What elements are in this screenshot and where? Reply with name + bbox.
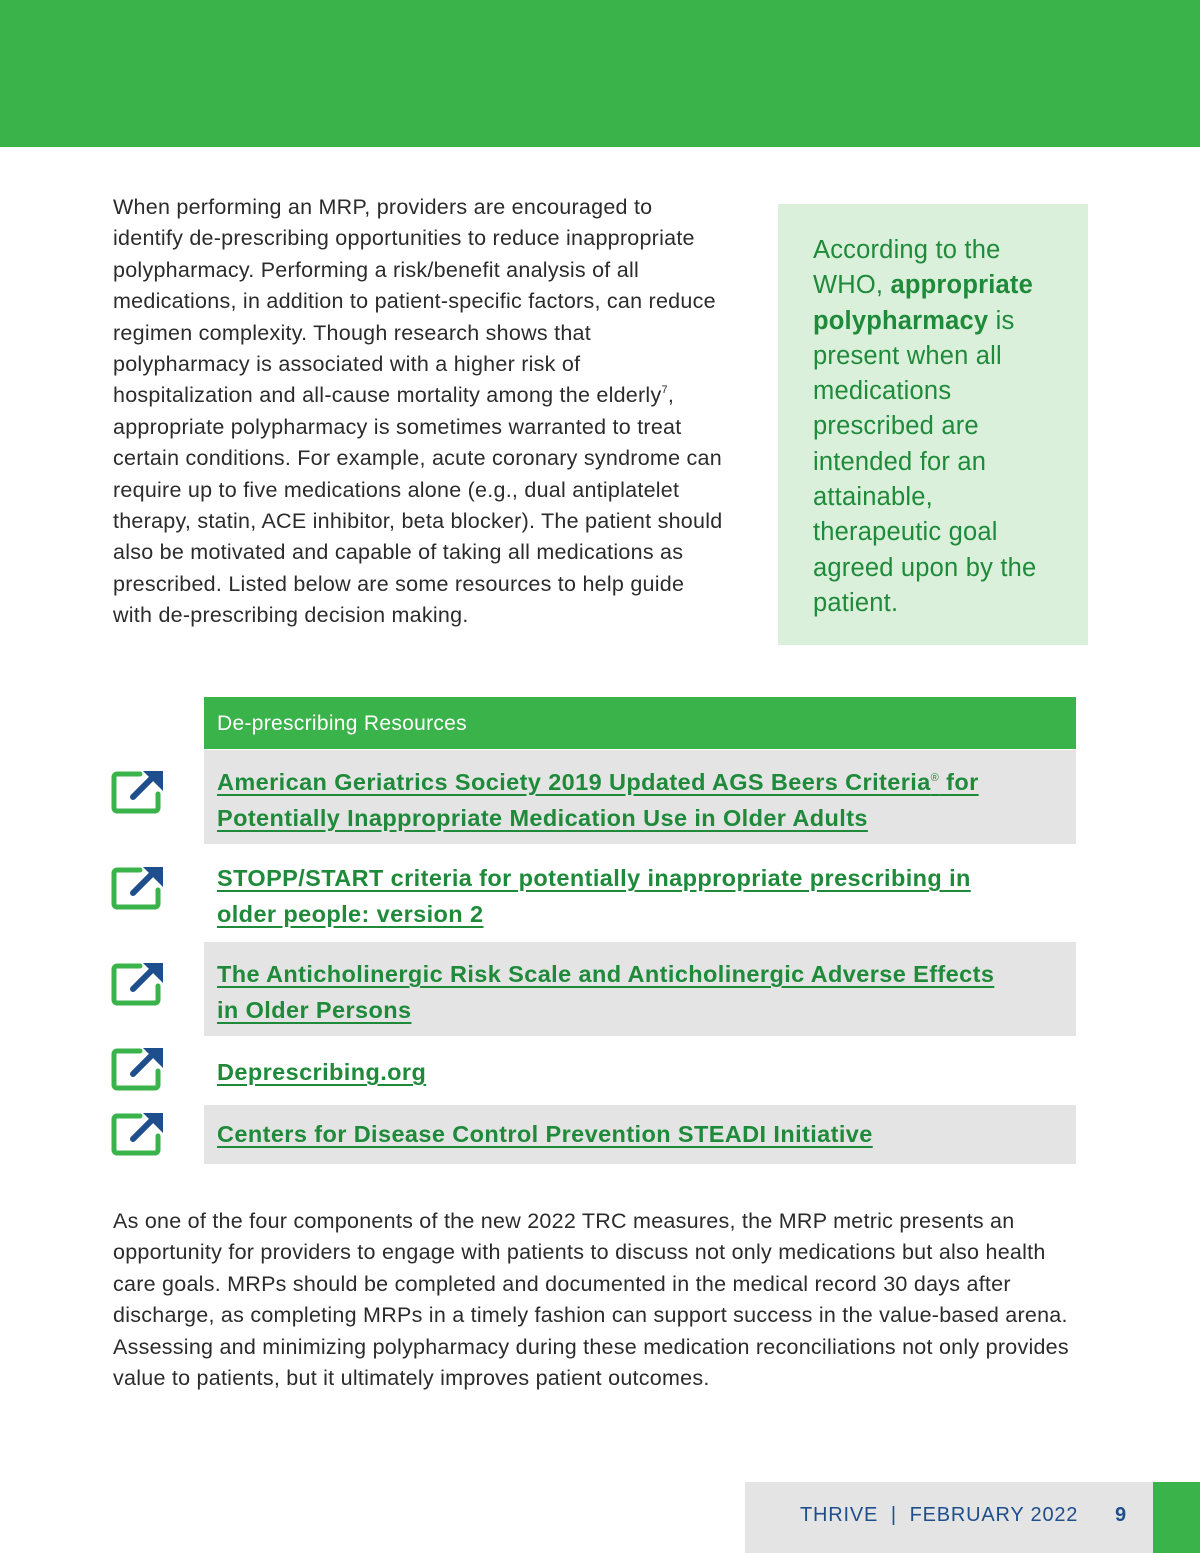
external-link-icon[interactable] xyxy=(110,1110,166,1158)
footer-publication: THRIVE xyxy=(800,1504,879,1526)
footer-separator: | xyxy=(890,1504,897,1526)
pull-quote-callout xyxy=(778,204,1088,645)
resource-row-deprescribing xyxy=(204,1040,1076,1102)
pull-quote-emphasis: appropriate polypharmacy xyxy=(813,271,1033,335)
resource-link-beers[interactable]: American Geriatrics Society 2019 Updated AGS Beers Criteria® for Potentially Inappropriate Medication Use in Older Adults xyxy=(217,769,979,831)
pull-quote-text xyxy=(813,233,1068,621)
closing-paragraph: As one of the four components of the new 2022 TRC measures, the MRP metric presents an opportunity for providers to engage with patients to discuss not only medications but also health care goals. MRPs should be completed and documented in the medical record 30 days after discharge, as completing MRPs in a timely fashion can support success in the value-based arena. Assessing and minimizing polypharmacy during these medication reconciliations not only provides value to patients, but it ultimately improves patient outcomes. xyxy=(113,1209,1069,1391)
intro-text-before-note: When performing an MRP, providers are encouraged to identify de-prescribing opportunities to reduce inappropriate polypharmacy. Performing a risk/benefit analysis of all medications, in addition to patient-specific factors, can reduce regimen complexity. Though research shows that polypharmacy is associated with a higher risk of hospitalization and all-cause mortality among the elderly xyxy=(113,195,716,408)
header-band xyxy=(0,0,1200,147)
resource-row-steadi xyxy=(204,1105,1076,1164)
page-number: 9 xyxy=(1115,1504,1127,1526)
external-link-icon[interactable] xyxy=(110,864,166,912)
footer-publication-line xyxy=(800,1504,1078,1527)
pull-quote-rest: is present when all medications prescribed are intended for an attainable, therapeutic goal agreed upon by the patient. xyxy=(813,306,1037,617)
resource-row-anticholinergic xyxy=(204,942,1076,1036)
resource-link-deprescribing[interactable]: Deprescribing.org xyxy=(217,1059,427,1085)
registered-mark: ® xyxy=(930,772,940,785)
resource-link-anticholinergic[interactable]: The Anticholinergic Risk Scale and Anticholinergic Adverse Effects in Older Persons xyxy=(217,961,995,1023)
resource-row-beers xyxy=(204,750,1076,844)
resources-header: De-prescribing Resources xyxy=(204,697,1076,749)
external-link-icon[interactable] xyxy=(110,960,166,1008)
pull-quote-lead: According to the WHO, xyxy=(813,236,1001,300)
footnote-ref[interactable]: 7 xyxy=(661,384,668,397)
resource-link-stopp-start[interactable]: STOPP/START criteria for potentially inappropriate prescribing in older people: version 2 xyxy=(217,865,971,927)
intro-text-after-note: , appropriate polypharmacy is sometimes warranted to treat certain conditions. For example, acute coronary syndrome can require up to five medications alone (e.g., dual antiplatelet therapy, statin, ACE inhibitor, beta blocker). The patient should also be motivated and capable of taking all medications as prescribed. Listed below are some resources to help guide with de-prescribing decision making. xyxy=(113,383,723,628)
external-link-icon[interactable] xyxy=(110,1045,166,1093)
footer-accent-block xyxy=(1153,1482,1200,1553)
resource-row-stopp-start xyxy=(204,846,1076,940)
footer-issue: FEBRUARY 2022 xyxy=(909,1504,1079,1526)
external-link-icon[interactable] xyxy=(110,768,166,816)
intro-paragraph xyxy=(113,192,723,632)
resource-link-steadi[interactable]: Centers for Disease Control Prevention STEADI Initiative xyxy=(217,1121,873,1147)
